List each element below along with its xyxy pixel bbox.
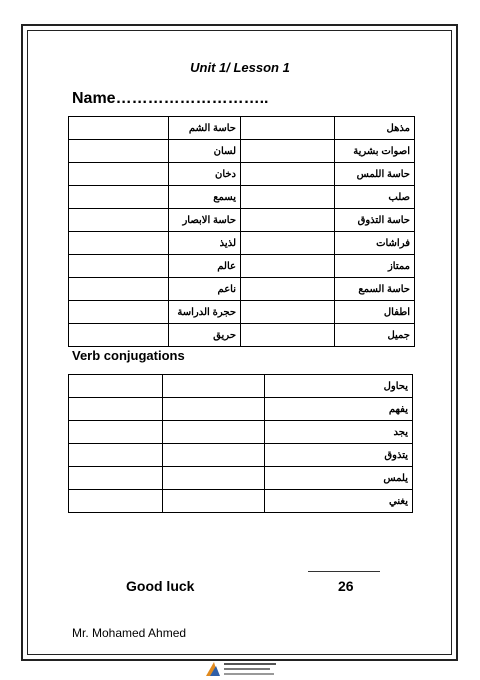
table-cell (69, 398, 163, 421)
table-cell: حريق (169, 324, 241, 347)
verb-row (69, 421, 413, 444)
good-luck-text: Good luck (126, 578, 195, 594)
vocabulary-row (69, 232, 415, 255)
table-cell: لسان (169, 140, 241, 163)
vocabulary-row (69, 255, 415, 278)
table-cell (241, 117, 335, 140)
table-cell: لذيذ (169, 232, 241, 255)
vocabulary-row (69, 163, 415, 186)
table-cell: مذهل (335, 117, 415, 140)
table-cell (163, 490, 265, 513)
table-cell: حاسة السمع (335, 278, 415, 301)
table-cell (163, 421, 265, 444)
vocabulary-row (69, 278, 415, 301)
table-cell (241, 278, 335, 301)
table-cell: حجرة الدراسة (169, 301, 241, 324)
table-cell (241, 301, 335, 324)
table-cell (163, 375, 265, 398)
table-cell: يتذوق (265, 444, 413, 467)
table-cell: جميل (335, 324, 415, 347)
verb-conjugations-table (68, 374, 413, 513)
table-cell: فراشات (335, 232, 415, 255)
table-cell (69, 421, 163, 444)
table-cell (69, 301, 169, 324)
page-title: Unit 1/ Lesson 1 (190, 60, 290, 75)
table-cell (69, 490, 163, 513)
vocabulary-row (69, 301, 415, 324)
vocabulary-row (69, 140, 415, 163)
table-cell: اصوات بشرية (335, 140, 415, 163)
table-cell: ناعم (169, 278, 241, 301)
table-cell: يحاول (265, 375, 413, 398)
table-cell: يجد (265, 421, 413, 444)
table-cell (69, 163, 169, 186)
table-cell (241, 232, 335, 255)
table-cell: حاسة اللمس (335, 163, 415, 186)
table-cell (69, 117, 169, 140)
table-cell (241, 324, 335, 347)
table-cell (241, 255, 335, 278)
publisher-logo (204, 660, 278, 678)
table-cell (69, 255, 169, 278)
verb-row (69, 398, 413, 421)
table-cell: يفهم (265, 398, 413, 421)
vocabulary-row (69, 324, 415, 347)
table-cell (163, 444, 265, 467)
table-cell (241, 163, 335, 186)
verb-row (69, 375, 413, 398)
name-field-label: Name……………………….. (72, 90, 269, 107)
page-number: 26 (338, 578, 354, 594)
vocabulary-row (69, 186, 415, 209)
table-cell: حاسة التذوق (335, 209, 415, 232)
vocabulary-row (69, 209, 415, 232)
table-cell (69, 186, 169, 209)
vocabulary-table (68, 116, 415, 347)
table-cell (163, 398, 265, 421)
verb-row (69, 444, 413, 467)
table-cell (241, 140, 335, 163)
verb-row (69, 467, 413, 490)
table-cell (241, 186, 335, 209)
table-cell: ممتاز (335, 255, 415, 278)
table-cell (69, 467, 163, 490)
table-cell (69, 140, 169, 163)
table-cell (69, 324, 169, 347)
table-cell: يسمع (169, 186, 241, 209)
table-cell: حاسة الابصار (169, 209, 241, 232)
table-cell: اطفال (335, 301, 415, 324)
page-number-line (308, 571, 380, 572)
vocabulary-row (69, 117, 415, 140)
table-cell (69, 232, 169, 255)
verb-row (69, 490, 413, 513)
table-cell: يغني (265, 490, 413, 513)
table-cell (69, 278, 169, 301)
table-cell: حاسة الشم (169, 117, 241, 140)
table-cell (69, 209, 169, 232)
table-cell (69, 444, 163, 467)
table-cell: صلب (335, 186, 415, 209)
verb-conjugations-heading: Verb conjugations (72, 348, 185, 363)
table-cell: دخان (169, 163, 241, 186)
table-cell (241, 209, 335, 232)
table-cell (163, 467, 265, 490)
table-cell: عالم (169, 255, 241, 278)
author-name: Mr. Mohamed Ahmed (72, 626, 187, 640)
table-cell (69, 375, 163, 398)
table-cell: يلمس (265, 467, 413, 490)
